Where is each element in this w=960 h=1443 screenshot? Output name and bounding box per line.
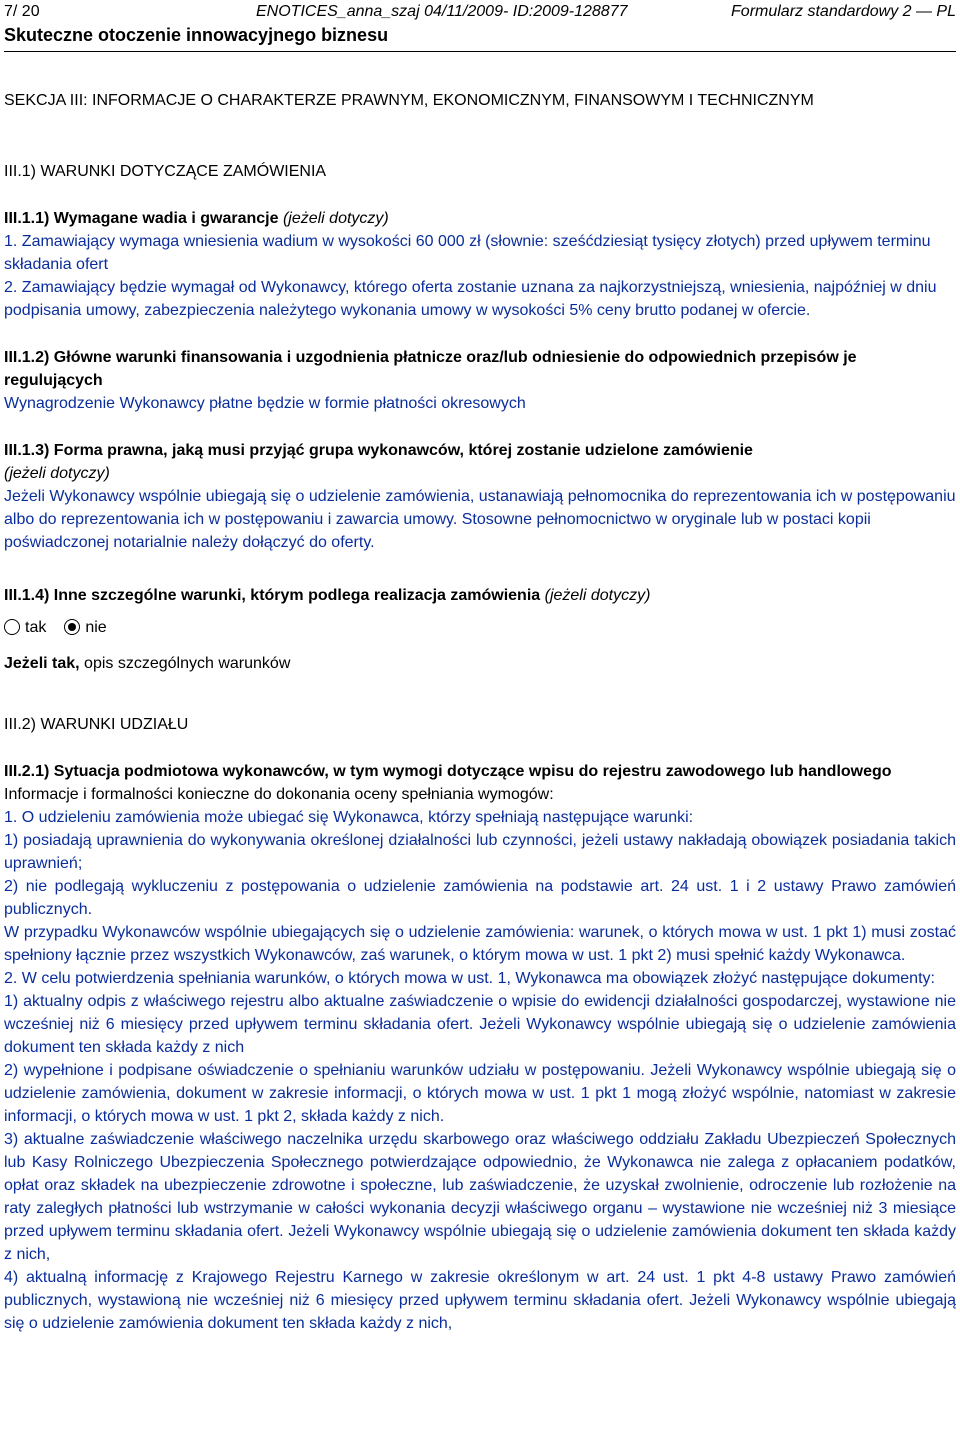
- if-yes-line: Jeżeli tak, opis szczególnych warunków: [4, 655, 291, 672]
- heading-iii-1-2: III.1.2) Główne warunki finansowania i uzgodnienia płatnicze oraz/lub odniesienie do odpowiednich przepisów je regulujących: [4, 349, 857, 389]
- intro-text: Informacje i formalności konieczne do dokonania oceny spełniania wymogów:: [4, 786, 554, 803]
- page-number: 7/ 20: [4, 3, 40, 20]
- block-iii-1-4: [4, 584, 956, 675]
- note-iii-1-3: (jeżeli dotyczy): [4, 465, 110, 482]
- radio-nie[interactable]: [64, 619, 80, 635]
- wadium-text: 1. Zamawiający wymaga wniesienia wadium w wysokości 60 000 zł (słownie: sześćdziesiąt tysięcy złotych) przed upływem terminu składania ofert: [4, 233, 931, 273]
- header-divider: [4, 51, 956, 52]
- radio-tak[interactable]: [4, 619, 20, 635]
- financing-text: Wynagrodzenie Wykonawcy płatne będzie w formie płatności okresowych: [4, 395, 526, 412]
- zabezpieczenie-text: 2. Zamawiający będzie wymagał od Wykonawcy, którego oferta zostanie uznana za najkorzystniejszą, wniesienia, najpóźniej w dniu podpisania umowy, zabezpieczenia należytego wykonania umowy w wysokości 5% ceny brutto podanej w ofercie.: [4, 279, 937, 319]
- radio-selected-dot: [68, 623, 76, 631]
- document-id: ENOTICES_anna_szaj 04/11/2009- ID:2009-128877: [256, 3, 628, 20]
- form-type: Formularz standardowy 2 — PL: [731, 3, 956, 20]
- radio-tak-label: tak: [25, 618, 47, 636]
- block-iii-1-1: [4, 207, 956, 322]
- radio-nie-label: nie: [85, 618, 107, 636]
- heading-iii-1: III.1) WARUNKI DOTYCZĄCE ZAMÓWIENIA: [4, 163, 327, 180]
- heading-iii-2: III.2) WARUNKI UDZIAŁU: [4, 716, 189, 733]
- page-header: [4, 0, 956, 22]
- section-title: SEKCJA III: INFORMACJE O CHARAKTERZE PRAWNYM, EKONOMICZNYM, FINANSOWYM I TECHNICZNYM: [4, 92, 814, 109]
- heading-iii-1-4: III.1.4) Inne szczególne warunki, którym podlega realizacja zamówienia (jeżeli dotyczy): [4, 587, 651, 604]
- special-conditions-radio-group: [4, 615, 956, 639]
- heading-iii-2-1: III.2.1) Sytuacja podmiotowa wykonawców, w tym wymogi dotyczące wpisu do rejestru zawodowego lub handlowego: [4, 763, 892, 780]
- block-iii-1-3: [4, 439, 956, 554]
- legal-form-text: Jeżeli Wykonawcy wspólnie ubiegają się o udzielenie zamówienia, ustanawiają pełnomocnika do reprezentowania ich w postępowaniu albo do reprezentowania ich w postępowaniu i zawarcia umowy. Stosowne pełnomocnictwo w oryginale lub w postaci kopii poświadczonej notarialnie należy dołączyć do oferty.: [4, 488, 956, 551]
- heading-iii-1-1: III.1.1) Wymagane wadia i gwarancje (jeżeli dotyczy): [4, 210, 389, 227]
- conditions-text: 1. O udzieleniu zamówienia może ubiegać się Wykonawca, którzy spełniają następujące warunki: 1) posiadają uprawnienia do wykonywania określonej działalności lub czynności, jeżeli ustawy nakładają obowiązek posiadania takich uprawnień; 2) nie podlegają wykluczeniu z postępowania o udzielenie zamówienia na podstawie art. 24 ust. 1 i 2 ustawy Prawo zamówień publicznych. W przypadku Wykonawców wspólnie ubiegających się o udzielenie zamówienia: warunek, o których mowa w ust. 1 pkt 1) musi zostać spełniony łącznie przez wszystkich Wykonawców, zaś warunek, o którym mowa w ust. 1 pkt 2) musi spełnić każdy Wykonawca. 2. W celu potwierdzenia spełniania warunków, o których mowa w ust. 1, Wykonawca ma obowiązek złożyć następujące dokumenty: 1) aktualny odpis z właściwego rejestru albo aktualne zaświadczenie o wpisie do ewidencji działalności gospodarczej, wystawione nie wcześniej niż 6 miesięcy przed upływem terminu składania ofert. Jeżeli Wykonawcy wspólnie ubiegają się o udzielenie zamówienia dokument ten składa każdy z nich 2) wypełnione i podpisane oświadczenie o spełnianiu warunków udziału w postępowaniu. Jeżeli Wykonawcy wspólnie ubiegają się o udzielenie zamówienia, dokument w zakresie informacji, o których mowa w ust. 1 pkt 1 mogą złożyć wspólnie, natomiast w zakresie informacji, o których mowa w ust. 1 pkt 2, składa każdy z nich. 3) aktualne zaświadczenie właściwego naczelnika urzędu skarbowego oraz właściwego oddziału Zakładu Ubezpieczeń Społecznych lub Kasy Rolniczego Ubezpieczenia Społecznego potwierdzające odpowiednio, że Wykonawca nie zalega z opłacaniem podatków, opłat oraz składek na ubezpieczenie zdrowotne i społeczne, lub zaświadczenie, że uzyskał zwolnienie, odroczenie lub rozłożenie na raty zaległych płatności lub wstrzymanie w całości wykonania decyzji właściwego organu – wystawione nie wcześniej niż 3 miesiące przed upływem terminu składania ofert. Jeżeli Wykonawcy wspólnie ubiegają się o udzielenie zamówienia dokument ten składa każdy z nich, 4) aktualną informację z Krajowego Rejestru Karnego w zakresie określonym w art. 24 ust. 1 pkt 4-8 ustawy Prawo zamówień publicznych, wystawioną nie wcześniej niż 6 miesięcy przed upływem terminu składania ofert. Jeżeli Wykonawcy wspólnie ubiegają się o udzielenie zamówienia dokument ten składa każdy z nich,: [4, 809, 956, 1332]
- block-iii-2-1: [4, 760, 956, 1335]
- block-iii-1-2: [4, 346, 956, 415]
- heading-iii-1-3: III.1.3) Forma prawna, jaką musi przyjąć grupa wykonawców, której zostanie udzielone zamówienie: [4, 442, 753, 459]
- document-title: Skuteczne otoczenie innowacyjnego biznesu: [4, 25, 389, 45]
